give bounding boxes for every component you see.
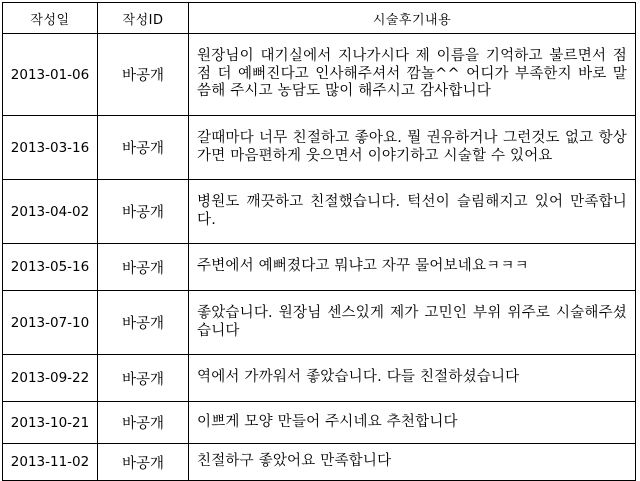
row-date: 2013-01-06	[3, 34, 98, 116]
row-review-content: 병원도 깨끗하고 친절했습니다. 턱선이 슬림해지고 있어 만족합니다.	[189, 180, 636, 244]
row-author-id: 바공개	[98, 34, 189, 116]
table-row	[3, 34, 636, 116]
row-date: 2013-05-16	[3, 244, 98, 291]
row-date: 2013-04-02	[3, 180, 98, 244]
table-row	[3, 180, 636, 244]
row-author-id: 바공개	[98, 291, 189, 355]
row-date: 2013-11-02	[3, 444, 98, 481]
row-author-id: 바공개	[98, 116, 189, 180]
table-row	[3, 402, 636, 444]
table-row	[3, 244, 636, 291]
row-date: 2013-10-21	[3, 402, 98, 444]
row-review-content: 이쁘게 모양 만들어 주시네요 추천합니다	[189, 402, 636, 444]
table-header-row	[3, 3, 636, 34]
row-author-id: 바공개	[98, 244, 189, 291]
row-author-id: 바공개	[98, 355, 189, 402]
row-review-content: 친절하구 좋았어요 만족합니다	[189, 444, 636, 481]
row-author-id: 바공개	[98, 444, 189, 481]
row-review-content: 좋았습니다. 원장님 센스있게 제가 고민인 부위 위주로 시술해주셨습니다	[189, 291, 636, 355]
row-review-content: 갈때마다 너무 친절하고 좋아요. 뭘 권유하거나 그런것도 없고 항상 가면 마음편하게 웃으면서 이야기하고 시술할 수 있어요	[189, 116, 636, 180]
column-header-content: 시술후기내용	[189, 3, 636, 34]
row-author-id: 바공개	[98, 402, 189, 444]
row-date: 2013-07-10	[3, 291, 98, 355]
reviews-table	[2, 2, 636, 481]
table-row	[3, 355, 636, 402]
row-date: 2013-03-16	[3, 116, 98, 180]
table-row	[3, 444, 636, 481]
table-row	[3, 291, 636, 355]
reviews-table-wrapper	[2, 2, 636, 481]
table-row	[3, 116, 636, 180]
row-date: 2013-09-22	[3, 355, 98, 402]
row-review-content: 원장님이 대기실에서 지나가시다 제 이름을 기억하고 불르면서 점점 더 예뻐진다고 인사해주셔서 깜놀^^ 어디가 부족한지 바로 말씀해 주시고 농담도 많이 해주시고 감사합니다	[189, 34, 636, 116]
column-header-author-id: 작성ID	[98, 3, 189, 34]
row-author-id: 바공개	[98, 180, 189, 244]
column-header-date: 작성일	[3, 3, 98, 34]
row-review-content: 주변에서 예뻐졌다고 뭐냐고 자꾸 물어보네요ㅋㅋㅋ	[189, 244, 636, 291]
row-review-content: 역에서 가까워서 좋았습니다. 다들 친절하셨습니다	[189, 355, 636, 402]
